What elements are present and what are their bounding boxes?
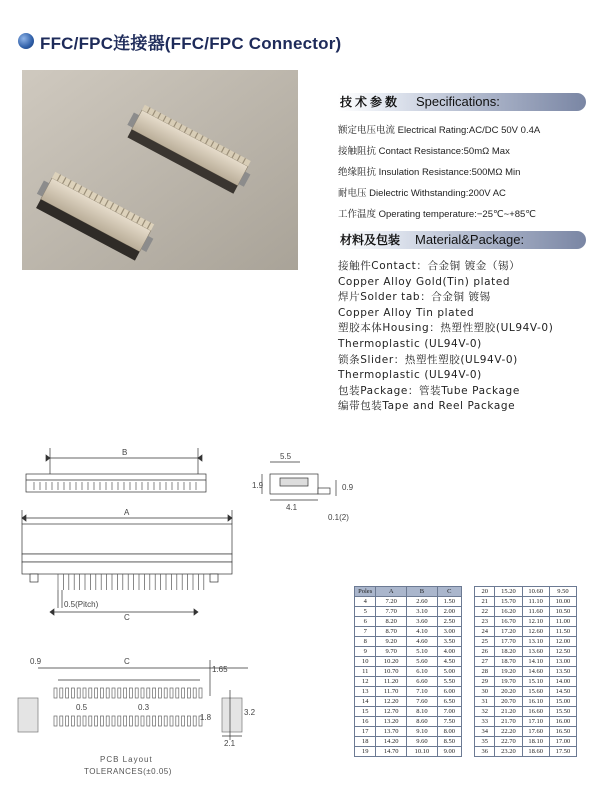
material-item: 塑胶本体Housing：热塑性塑胶(UL94V-0) xyxy=(338,322,554,335)
pcb-pad-width-label: 0.3 xyxy=(138,703,150,712)
table-cell: 12.50 xyxy=(549,647,576,657)
table-cell: 18.70 xyxy=(495,657,522,667)
front-view-drawing xyxy=(22,510,232,615)
table-cell: 16.20 xyxy=(495,607,522,617)
table-cell: 5.50 xyxy=(437,677,461,687)
material-list xyxy=(338,259,598,415)
table-cell: 10.00 xyxy=(549,597,576,607)
table-cell: 11.00 xyxy=(549,617,576,627)
table-cell: 17.70 xyxy=(495,637,522,647)
table-cell: 15.10 xyxy=(522,677,549,687)
table-cell: 16.50 xyxy=(549,727,576,737)
table-cell: 7.10 xyxy=(407,687,438,697)
table-cell: 2.00 xyxy=(437,607,461,617)
dimension-label-a: A xyxy=(124,508,130,517)
table-cell: 7.50 xyxy=(437,717,461,727)
table-cell: 13 xyxy=(355,687,376,697)
table-row xyxy=(355,717,462,727)
table-header-row xyxy=(355,587,462,597)
table-cell: 14.70 xyxy=(376,747,407,757)
table-cell: 11 xyxy=(355,667,376,677)
table-row xyxy=(475,707,577,717)
table-cell: 12.70 xyxy=(376,707,407,717)
column-header-a: A xyxy=(376,587,407,597)
table-cell: 9.50 xyxy=(549,587,576,597)
table-cell: 8.00 xyxy=(437,727,461,737)
table-cell: 1.50 xyxy=(437,597,461,607)
table-cell: 17.00 xyxy=(549,737,576,747)
pcb-layout-caption: PCB Layout xyxy=(100,755,153,764)
table-cell: 11.20 xyxy=(376,677,407,687)
table-cell: 5.60 xyxy=(407,657,438,667)
table-cell: 13.70 xyxy=(376,727,407,737)
table-cell: 15.00 xyxy=(549,697,576,707)
table-row xyxy=(475,647,577,657)
table-cell: 10.20 xyxy=(376,657,407,667)
table-row xyxy=(475,627,577,637)
dimension-table-left xyxy=(354,586,462,757)
table-cell: 7.00 xyxy=(437,707,461,717)
material-item: Thermoplastic (UL94V-0) xyxy=(338,337,482,350)
table-cell: 5 xyxy=(355,607,376,617)
column-header-c: C xyxy=(437,587,461,597)
table-cell: 3.50 xyxy=(437,637,461,647)
table-cell: 32 xyxy=(475,707,495,717)
table-row xyxy=(355,657,462,667)
pcb-bottom-label: 2.1 xyxy=(224,739,236,748)
table-cell: 4.00 xyxy=(437,647,461,657)
table-cell: 13.00 xyxy=(549,657,576,667)
table-cell: 30 xyxy=(475,687,495,697)
table-cell: 13.10 xyxy=(522,637,549,647)
pcb-c-label: C xyxy=(124,657,130,666)
table-cell: 19 xyxy=(355,747,376,757)
table-cell: 9.20 xyxy=(376,637,407,647)
specifications-list xyxy=(338,120,598,225)
table-row xyxy=(355,727,462,737)
table-cell: 23 xyxy=(475,617,495,627)
pcb-left-label: 0.9 xyxy=(30,657,42,666)
table-row xyxy=(475,587,577,597)
product-photo xyxy=(22,70,298,270)
material-item: 接触件Contact：合金铜 镀金（锡） xyxy=(338,260,521,272)
dimension-label-b: B xyxy=(122,448,128,457)
side-width-label-2: 4.1 xyxy=(286,503,298,512)
table-cell: 9.10 xyxy=(407,727,438,737)
dimension-label-c: C xyxy=(124,613,130,622)
table-cell: 10.60 xyxy=(522,587,549,597)
table-row xyxy=(355,667,462,677)
specifications-heading-bar xyxy=(338,93,586,111)
table-cell: 21.20 xyxy=(495,707,522,717)
table-cell: 22.20 xyxy=(495,727,522,737)
table-cell: 20.20 xyxy=(495,687,522,697)
table-cell: 19.70 xyxy=(495,677,522,687)
table-cell: 14 xyxy=(355,697,376,707)
table-row xyxy=(355,647,462,657)
side-height-label-1: 1.9 xyxy=(252,481,264,490)
table-row xyxy=(355,607,462,617)
table-cell: 6.00 xyxy=(437,687,461,697)
table-row xyxy=(475,697,577,707)
table-cell: 7.20 xyxy=(376,597,407,607)
table-row xyxy=(475,617,577,627)
table-cell: 17.50 xyxy=(549,747,576,757)
table-row xyxy=(475,727,577,737)
table-cell: 12.10 xyxy=(522,617,549,627)
table-cell: 13.60 xyxy=(522,647,549,657)
dimension-table-right xyxy=(474,586,577,757)
table-cell: 6 xyxy=(355,617,376,627)
top-view-drawing xyxy=(26,448,206,492)
table-cell: 29 xyxy=(475,677,495,687)
table-row xyxy=(355,697,462,707)
table-cell: 18.60 xyxy=(522,747,549,757)
pcb-pad-height-label: 1.8 xyxy=(200,713,212,722)
pcb-pitch-label: 0.5 xyxy=(76,703,88,712)
table-cell: 22.70 xyxy=(495,737,522,747)
table-cell: 25 xyxy=(475,637,495,647)
table-cell: 5.00 xyxy=(437,667,461,677)
material-item: Copper Alloy Tin plated xyxy=(338,306,475,319)
table-cell: 12.00 xyxy=(549,637,576,647)
spec-item-contact-resistance: 接触阻抗 Contact Resistance:50mΩ Max xyxy=(338,146,510,157)
table-row xyxy=(355,637,462,647)
table-cell: 18.20 xyxy=(495,647,522,657)
table-cell: 28 xyxy=(475,667,495,677)
table-cell: 17.60 xyxy=(522,727,549,737)
table-cell: 17 xyxy=(355,727,376,737)
table-cell: 9.00 xyxy=(437,747,461,757)
table-cell: 14.60 xyxy=(522,667,549,677)
table-cell: 34 xyxy=(475,727,495,737)
table-cell: 21.70 xyxy=(495,717,522,727)
side-width-label-1: 5.5 xyxy=(280,452,292,461)
table-cell: 20 xyxy=(475,587,495,597)
table-cell: 20.70 xyxy=(495,697,522,707)
table-cell: 17.10 xyxy=(522,717,549,727)
table-row xyxy=(475,747,577,757)
table-cell: 8.70 xyxy=(376,627,407,637)
table-cell: 8 xyxy=(355,637,376,647)
table-cell: 4.50 xyxy=(437,657,461,667)
table-cell: 8.10 xyxy=(407,707,438,717)
side-height-label-3: 0.1(2) xyxy=(328,513,349,522)
table-cell: 7.70 xyxy=(376,607,407,617)
table-cell: 9.60 xyxy=(407,737,438,747)
table-cell: 6.50 xyxy=(437,697,461,707)
table-cell: 24 xyxy=(475,627,495,637)
table-cell: 11.10 xyxy=(522,597,549,607)
table-cell: 5.10 xyxy=(407,647,438,657)
technical-drawings xyxy=(0,440,360,796)
side-height-label-2: 0.9 xyxy=(342,483,354,492)
table-row xyxy=(475,607,577,617)
table-cell: 12.20 xyxy=(376,697,407,707)
table-cell: 18 xyxy=(355,737,376,747)
table-cell: 16.10 xyxy=(522,697,549,707)
table-cell: 4.10 xyxy=(407,627,438,637)
specifications-heading-en: Specifications: xyxy=(416,94,500,109)
table-cell: 15.60 xyxy=(522,687,549,697)
table-row xyxy=(355,737,462,747)
table-cell: 22 xyxy=(475,607,495,617)
table-cell: 10.50 xyxy=(549,607,576,617)
table-row xyxy=(355,687,462,697)
table-cell: 6.60 xyxy=(407,677,438,687)
material-item: 包装Package：管装Tube Package xyxy=(338,384,520,397)
table-row xyxy=(475,597,577,607)
table-cell: 4.60 xyxy=(407,637,438,647)
table-row xyxy=(475,677,577,687)
table-cell: 13.50 xyxy=(549,667,576,677)
table-cell: 18.10 xyxy=(522,737,549,747)
table-cell: 7 xyxy=(355,627,376,637)
table-cell: 10.70 xyxy=(376,667,407,677)
table-cell: 17.20 xyxy=(495,627,522,637)
material-item: Copper Alloy Gold(Tin) plated xyxy=(338,275,511,288)
pitch-label: 0.5(Pitch) xyxy=(64,600,99,609)
table-row xyxy=(355,677,462,687)
table-cell: 21 xyxy=(475,597,495,607)
table-cell: 2.50 xyxy=(437,617,461,627)
table-cell: 31 xyxy=(475,697,495,707)
table-row xyxy=(355,747,462,757)
tolerance-note: TOLERANCES(±0.05) xyxy=(84,767,172,776)
table-cell: 13.20 xyxy=(376,717,407,727)
table-cell: 15 xyxy=(355,707,376,717)
table-cell: 26 xyxy=(475,647,495,657)
table-cell: 14.10 xyxy=(522,657,549,667)
pcb-total-height-label: 3.2 xyxy=(244,708,256,717)
table-cell: 9.70 xyxy=(376,647,407,657)
table-row xyxy=(355,617,462,627)
table-cell: 15.50 xyxy=(549,707,576,717)
column-header-b: B xyxy=(407,587,438,597)
table-row xyxy=(475,687,577,697)
table-row xyxy=(355,707,462,717)
table-cell: 36 xyxy=(475,747,495,757)
table-cell: 27 xyxy=(475,657,495,667)
table-cell: 35 xyxy=(475,737,495,747)
pcb-right-height-label: 1.65 xyxy=(212,665,228,674)
material-heading-en: Material&Package: xyxy=(415,232,525,247)
material-item: 锁条Slider：热塑性塑胶(UL94V-0) xyxy=(338,353,518,366)
table-cell: 16.60 xyxy=(522,707,549,717)
table-cell: 14.50 xyxy=(549,687,576,697)
table-cell: 8.50 xyxy=(437,737,461,747)
column-header-poles: Poles xyxy=(355,587,376,597)
table-cell: 15.20 xyxy=(495,587,522,597)
spec-item-dielectric-withstanding: 耐电压 Dielectric Withstanding:200V AC xyxy=(338,188,506,199)
table-cell: 7.60 xyxy=(407,697,438,707)
table-cell: 8.20 xyxy=(376,617,407,627)
specifications-heading-cn: 技术参数 xyxy=(340,95,401,109)
table-cell: 16.00 xyxy=(549,717,576,727)
spec-item-operating-temperature: 工作温度 Operating temperature:−25℃~+85℃ xyxy=(338,209,536,220)
table-cell: 11.70 xyxy=(376,687,407,697)
table-cell: 10 xyxy=(355,657,376,667)
page-header xyxy=(18,28,341,54)
spec-item-insulation-resistance: 绝缘阻抗 Insulation Resistance:500MΩ Min xyxy=(338,167,521,178)
table-cell: 33 xyxy=(475,717,495,727)
table-cell: 2.60 xyxy=(407,597,438,607)
table-cell: 6.10 xyxy=(407,667,438,677)
side-view-drawing xyxy=(262,462,336,500)
table-cell: 12 xyxy=(355,677,376,687)
table-cell: 11.60 xyxy=(522,607,549,617)
table-cell: 11.50 xyxy=(549,627,576,637)
page-title: FFC/FPC连接器(FFC/FPC Connector) xyxy=(40,33,342,53)
material-heading-cn: 材料及包装 xyxy=(340,233,401,247)
table-row xyxy=(475,737,577,747)
table-cell: 3.60 xyxy=(407,617,438,627)
table-cell: 12.60 xyxy=(522,627,549,637)
table-row xyxy=(475,657,577,667)
table-row xyxy=(475,637,577,647)
table-cell: 14.00 xyxy=(549,677,576,687)
table-row xyxy=(475,667,577,677)
spec-item-electrical-rating: 额定电压电流 Electrical Rating:AC/DC 50V 0.4A xyxy=(338,125,541,136)
material-item: 编带包装Tape and Reel Package xyxy=(338,400,516,413)
table-cell: 8.60 xyxy=(407,717,438,727)
table-cell: 19.20 xyxy=(495,667,522,677)
table-cell: 16.70 xyxy=(495,617,522,627)
table-row xyxy=(355,627,462,637)
table-cell: 16 xyxy=(355,717,376,727)
table-cell: 3.00 xyxy=(437,627,461,637)
blue-bullet-icon xyxy=(18,33,34,49)
table-cell: 3.10 xyxy=(407,607,438,617)
table-cell: 4 xyxy=(355,597,376,607)
material-item: Thermoplastic (UL94V-0) xyxy=(338,369,482,382)
table-cell: 15.70 xyxy=(495,597,522,607)
table-cell: 10.10 xyxy=(407,747,438,757)
material-item: 焊片Solder tab：合金铜 镀锡 xyxy=(338,291,491,304)
table-cell: 14.20 xyxy=(376,737,407,747)
table-row xyxy=(355,597,462,607)
table-row xyxy=(475,717,577,727)
table-cell: 23.20 xyxy=(495,747,522,757)
table-cell: 9 xyxy=(355,647,376,657)
material-heading-bar xyxy=(338,231,586,249)
